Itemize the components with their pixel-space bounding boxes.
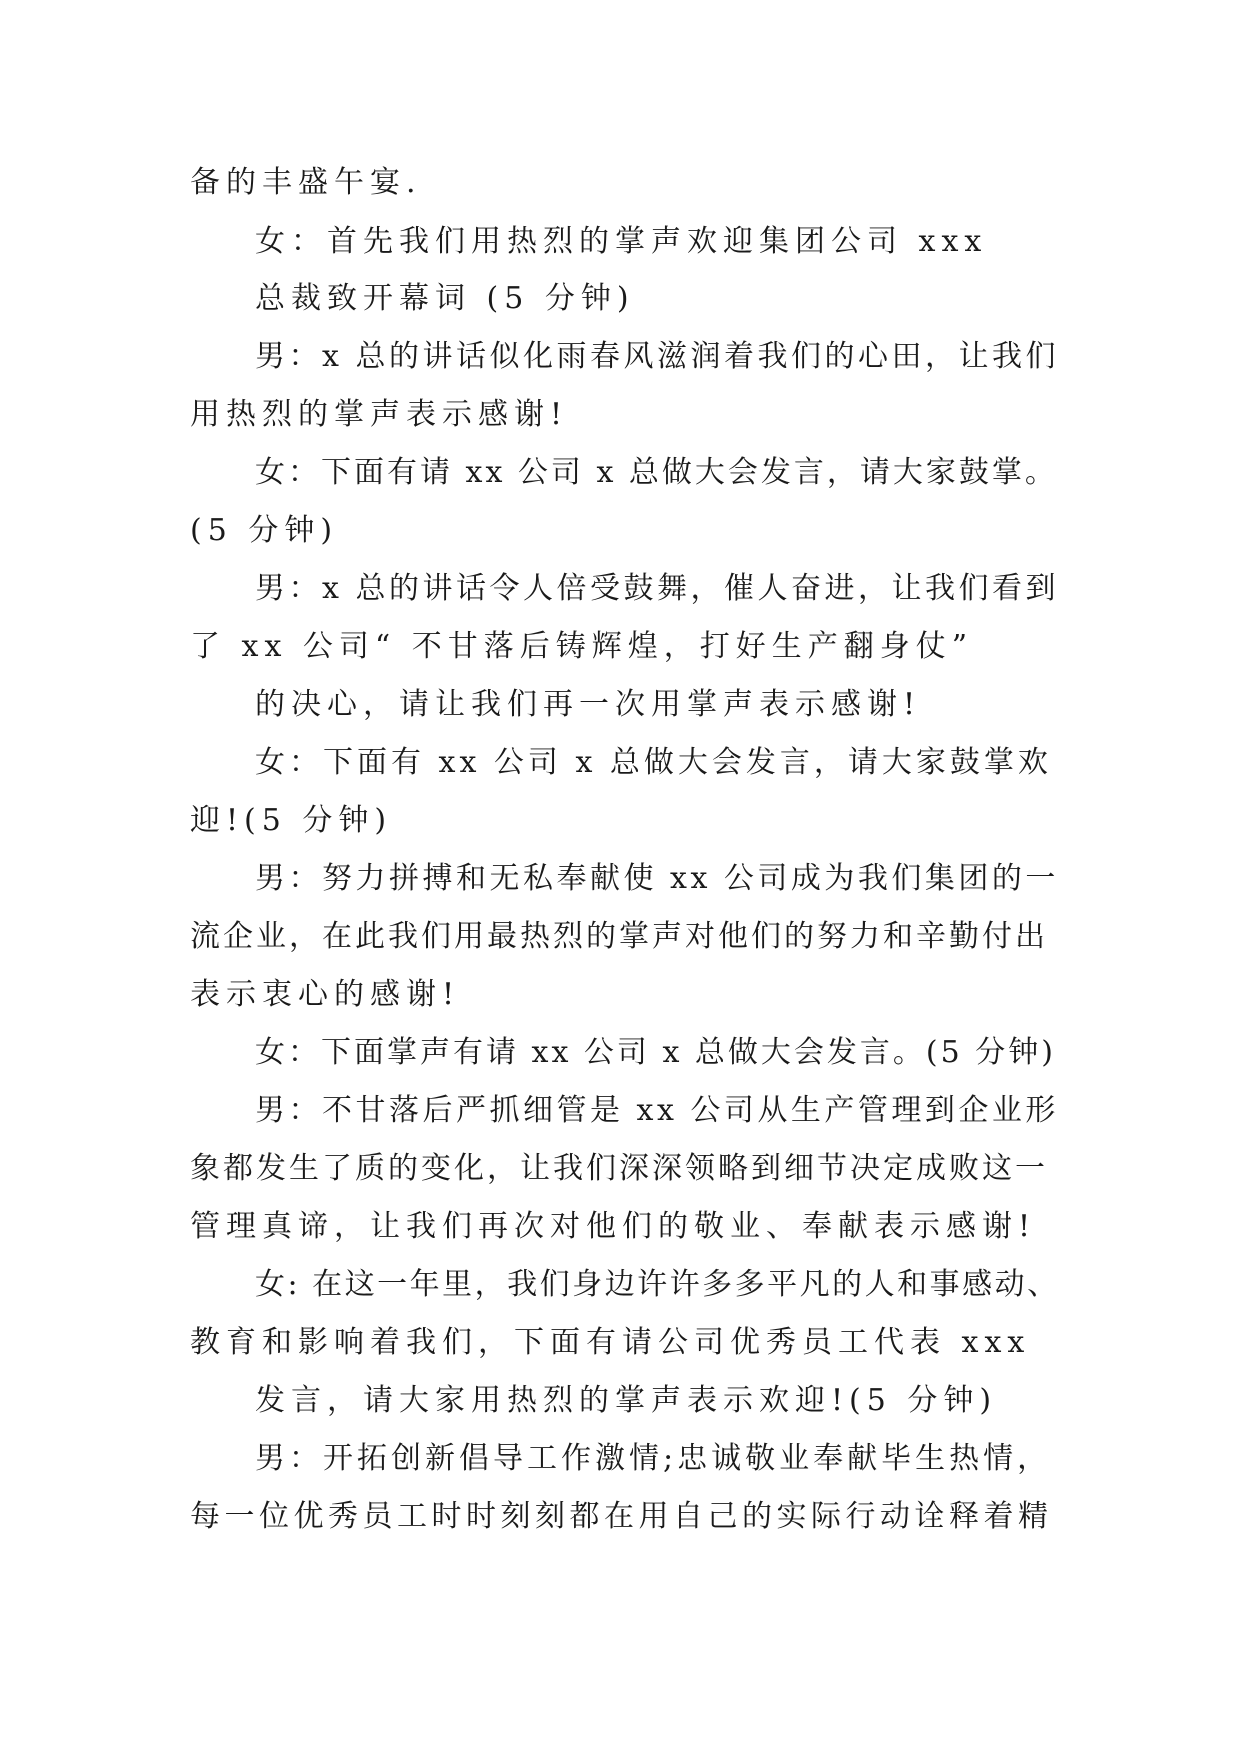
text-line: 女：首先我们用热烈的掌声欢迎集团公司 xxx xyxy=(255,224,988,259)
text-line: 男：不甘落后严抓细管是 xx 公司从生产管理到企业形 xyxy=(255,1093,1059,1128)
text-line: 女：下面有请 xx 公司 x 总做大会发言，请大家鼓掌。 xyxy=(255,455,1058,490)
text-line: 女: 在这一年里，我们身边许许多多平凡的人和事感动、 xyxy=(255,1267,1060,1302)
text-line: 发言，请大家用热烈的掌声表示欢迎!(5 分钟) xyxy=(255,1383,998,1418)
text-line: (5 分钟) xyxy=(190,513,339,548)
text-line: 男：x 总的讲话令人倍受鼓舞，催人奋进，让我们看到 xyxy=(255,571,1059,606)
text-line: 女：下面有 xx 公司 x 总做大会发言，请大家鼓掌欢 xyxy=(255,745,1052,780)
text-line: 男：开拓创新倡导工作激情;忠诚敬业奉献毕生热情， xyxy=(255,1441,1052,1476)
text-line: 女：下面掌声有请 xx 公司 x 总做大会发言。(5 分钟) xyxy=(255,1035,1056,1070)
text-line: 的决心，请让我们再一次用掌声表示感谢! xyxy=(255,687,922,722)
text-line: 象都发生了质的变化，让我们深深领略到细节决定成败这一 xyxy=(190,1151,1048,1186)
text-line: 男：努力拼搏和无私奉献使 xx 公司成为我们集团的一 xyxy=(255,861,1059,896)
text-line: 教育和影响着我们，下面有请公司优秀员工代表 xxx xyxy=(190,1325,1031,1360)
text-line: 每一位优秀员工时时刻刻都在用自己的实际行动诠释着精 xyxy=(190,1499,1053,1534)
text-line: 表示衷心的感谢! xyxy=(190,977,461,1012)
text-line: 迎!(5 分钟) xyxy=(190,803,393,838)
text-line: 用热烈的掌声表示感谢! xyxy=(190,397,569,432)
text-line: 管理真谛，让我们再次对他们的敬业、奉献表示感谢! xyxy=(190,1209,1037,1244)
text-line: 了 xx 公司“ 不甘落后铸辉煌，打好生产翻身仗” xyxy=(190,629,974,664)
text-line: 男：x 总的讲话似化雨春风滋润着我们的心田，让我们 xyxy=(255,339,1059,374)
text-line: 总裁致开幕词 (5 分钟) xyxy=(255,281,635,316)
text-line: 流企业，在此我们用最热烈的掌声对他们的努力和辛勤付出 xyxy=(190,919,1048,954)
text-line: 备的丰盛午宴. xyxy=(190,165,422,200)
